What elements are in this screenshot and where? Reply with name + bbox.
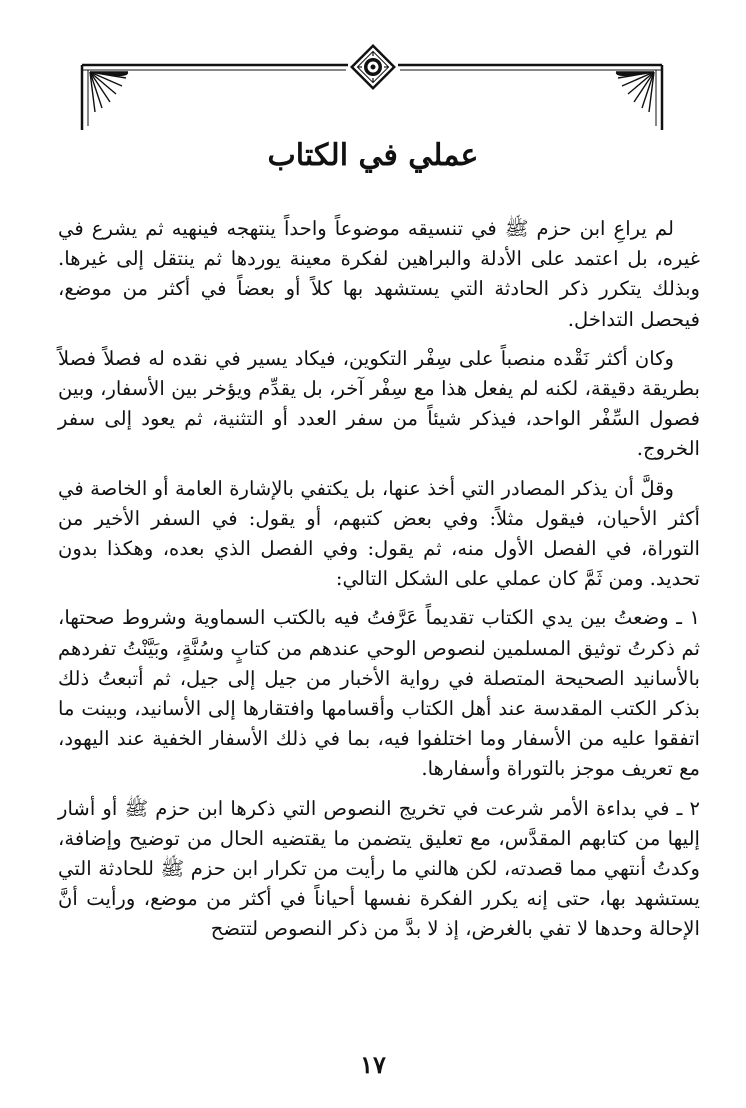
paragraph-2: وكان أكثر نَقْده منصباً على سِفْر التكوين، فيكاد يسير في نقده له فصلاً فصلاً بطريقة دقيقة، لكنه لم يفعل هذا مع سِفْر آخر، بل يقدِّم ويؤخر بين الأسفار، وبين فصول السِّفْر الواحد، فيذكر شيئاً من سفر العدد أو التثنية، ثم يعود إلى سفر الخروج. [58,346,700,461]
body-text [58,214,700,954]
list-item-1: ١ ـ وضعتُ بين يدي الكتاب تقديماً عَرَّفتُ فيه بالكتب السماوية وشروط صحتها، ثم ذكرتُ توثيق المسلمين لنصوص الوحي عندهم من كتابٍ وسُنَّةٍ، وبَيَّنْتُ تفردهم بالأسانيد الصحيحة المتصلة في رواية الأخبار من جيل إلى جيل، ثم أتبعتُ ذلك بذكر الكتب المقدسة عند أهل الكتاب وأقسامها وافتقارها إلى الأسانيد، وبينت ما اتفقوا عليه من الأسفار وما اختلفوا فيه، بما في ذلك الأسفار الخفية عند اليهود، مع تعريف موجز بالتوراة وأسفارها. [58,606,700,781]
page-number: ١٧ [360,1050,386,1079]
paragraph-1: لم يراعِ ابن حزم ﷺ في تنسيقه موضوعاً واحداً ينتهجه فينهيه ثم يشرع في غيره، بل اعتمد على الأدلة والبراهين لفكرة معينة يوردها ثم ينتقل إلى غيرها. وبذلك يتكرر ذكر الحادثة التي يستشهد بها كلاً أو بعضاً في أكثر من موضع، فيحصل التداخل. [58,217,700,331]
paragraph-3: وقلَّ أن يذكر المصادر التي أخذ عنها، بل يكتفي بالإشارة العامة أو الخاصة في أكثر الأحيان، فيقول مثلاً: وفي بعض كتبهم، أو يقول: في السفر الأخير من التوراة، في الفصل الأول منه، ثم يقول: وفي الفصل الذي بعده، وهكذا بدون تحديد. ومن ثَمَّ كان عملي على الشكل التالي: [58,476,700,591]
list-item-2: ٢ ـ في بداءة الأمر شرعت في تخريج النصوص التي ذكرها ابن حزم ﷺ أو أشار إليها من كتابهم المقدَّس، مع تعليق يتضمن ما يقتضيه الحال من توضيح وإضافة، وكدتُ أنتهي مما قصدته، لكن هالني ما رأيت من تكرار ابن حزم ﷺ للحادثة التي يستشهد بها، حتى إنه يكرر الفكرة نفسها أحياناً في أكثر من موضع، ورأيت أنَّ الإحالة وحدها لا تفي بالغرض، إذ لا بدَّ من ذكر النصوص لتتضح [58,796,700,941]
chapter-header-ornament [0,0,746,140]
chapter-title: عملي في الكتاب [267,138,479,173]
